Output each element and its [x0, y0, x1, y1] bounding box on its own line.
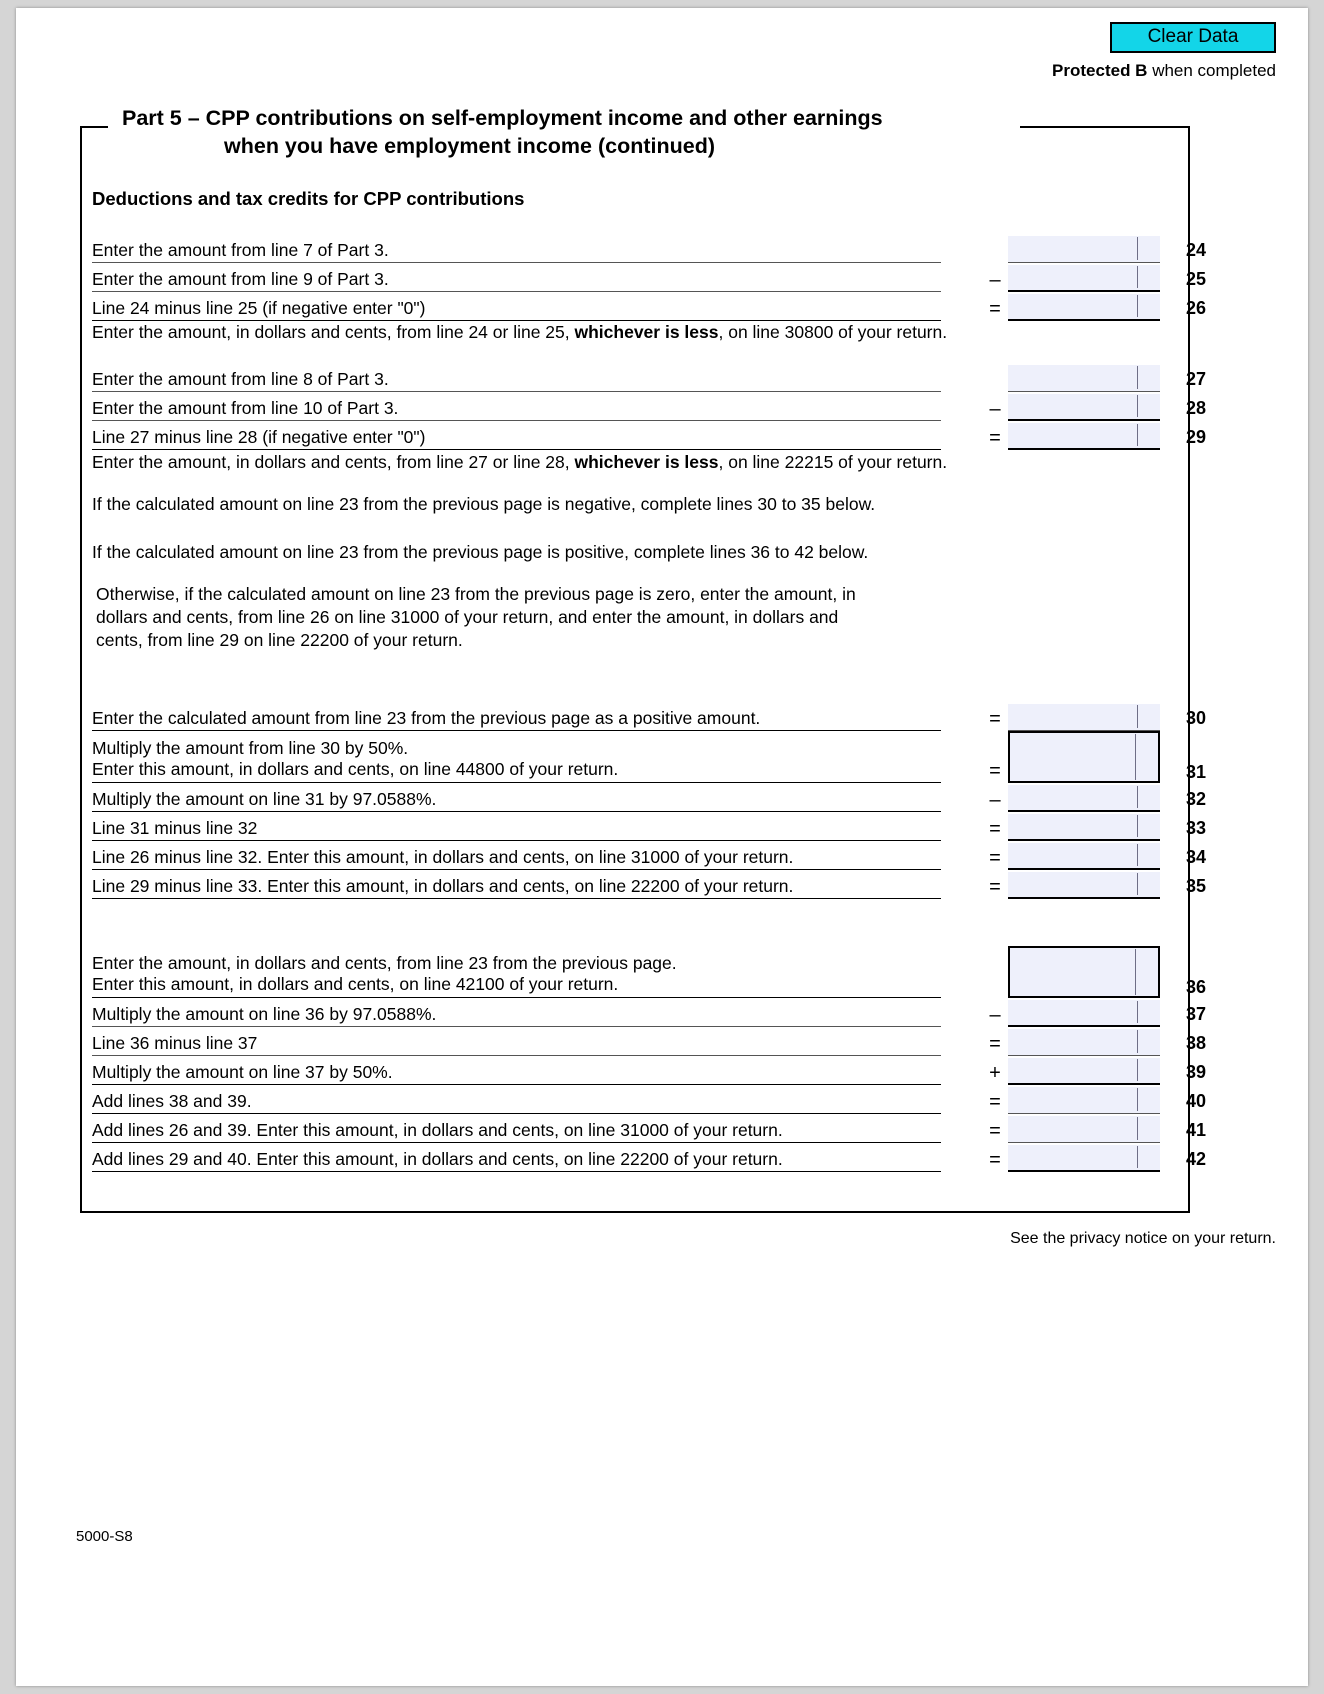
- amount-field-42[interactable]: [1008, 1145, 1160, 1172]
- row-operator: =: [989, 760, 1001, 782]
- note-tail: , on line 30800 of your return.: [718, 322, 948, 342]
- line-number: 29: [1185, 427, 1206, 447]
- row-label: Line 26 minus line 32. Enter this amount, in dollars and cents, on line 31000 of your return.: [92, 847, 794, 867]
- cents-divider: [1137, 844, 1138, 866]
- row-label: Line 31 minus line 32: [92, 818, 258, 838]
- cents-divider: [1137, 705, 1138, 728]
- cents-divider: [1137, 366, 1138, 389]
- table-row: [92, 421, 1206, 450]
- instruction-zero-line2: dollars and cents, from line 26 on line 31000 of your return, and enter the amount, in dollars and: [96, 607, 839, 627]
- row-label: [92, 738, 941, 783]
- table-row: [92, 1143, 1206, 1172]
- note-tail: , on line 22215 of your return.: [718, 452, 948, 472]
- cents-divider: [1137, 266, 1138, 288]
- protected-b-strong: Protected B: [1052, 61, 1148, 80]
- table-row: [92, 1114, 1206, 1143]
- table-row: [92, 870, 1206, 899]
- row-operator: +: [989, 1062, 1001, 1084]
- line-number: 33: [1185, 818, 1206, 838]
- row-operator: –: [989, 1004, 1001, 1026]
- table-row: [92, 1027, 1206, 1056]
- row-label: Multiply the amount on line 31 by 97.0588%.: [92, 789, 437, 809]
- row-label-line2: Enter this amount, in dollars and cents, on line 42100 of your return.: [92, 974, 619, 994]
- line-number: 42: [1185, 1149, 1206, 1169]
- cents-divider: [1137, 1030, 1138, 1053]
- line-number: 30: [1185, 708, 1206, 728]
- row-operator: –: [989, 398, 1001, 420]
- cents-divider: [1137, 1059, 1138, 1081]
- amount-field-31[interactable]: [1008, 731, 1160, 783]
- line-number: 35: [1185, 876, 1206, 896]
- row-label-line2: Enter this amount, in dollars and cents, on line 44800 of your return.: [92, 759, 619, 779]
- table-row: [92, 731, 1206, 783]
- row-operator: =: [989, 1120, 1001, 1142]
- instruction-positive: If the calculated amount on line 23 from the previous page is positive, complete lines 36 to 42 below.: [92, 542, 869, 562]
- row-label: Multiply the amount on line 37 by 50%.: [92, 1062, 393, 1082]
- line-number: 25: [1185, 269, 1206, 289]
- line-number: 36: [1185, 977, 1206, 997]
- instruction-zero-line3: cents, from line 29 on line 22200 of your return.: [96, 630, 463, 650]
- row-label: Line 36 minus line 37: [92, 1033, 258, 1053]
- rows-group-3: [92, 702, 1206, 899]
- row-label: Enter the amount from line 7 of Part 3.: [92, 240, 389, 260]
- note-emphasis: whichever is less: [574, 322, 719, 342]
- line-number: 24: [1185, 240, 1206, 260]
- note-text: Enter the amount, in dollars and cents, from line 24 or line 25,: [92, 322, 575, 342]
- row-operator: =: [989, 818, 1001, 840]
- protected-b-label: [1052, 61, 1276, 81]
- row-label: Multiply the amount on line 36 by 97.0588%.: [92, 1004, 437, 1024]
- row-operator: –: [989, 789, 1001, 811]
- rows-group-4: [92, 944, 1206, 1172]
- row-operator: =: [989, 847, 1001, 869]
- clear-data-button[interactable]: Clear Data: [1110, 22, 1276, 53]
- protected-b-rest: when completed: [1147, 61, 1276, 80]
- row-label: Enter the amount from line 8 of Part 3.: [92, 369, 389, 389]
- row-label: Add lines 38 and 39.: [92, 1091, 252, 1111]
- table-row: [92, 702, 1206, 731]
- line-number: 31: [1185, 762, 1206, 782]
- instruction-zero: [96, 583, 956, 652]
- amount-field-30[interactable]: [1008, 704, 1160, 731]
- amount-field-28[interactable]: [1008, 394, 1160, 421]
- row-label: Enter the amount from line 9 of Part 3.: [92, 269, 389, 289]
- page-header: [1052, 22, 1276, 81]
- line-number: 32: [1185, 789, 1206, 809]
- line-number: 37: [1185, 1004, 1206, 1024]
- row-label: [92, 953, 941, 998]
- amount-field-40[interactable]: [1008, 1087, 1160, 1114]
- cents-divider: [1135, 949, 1136, 995]
- table-row: [92, 234, 1206, 263]
- part5-title: [112, 104, 1012, 160]
- line-number: 38: [1185, 1033, 1206, 1053]
- cents-divider: [1137, 424, 1138, 446]
- line-number: 41: [1185, 1120, 1206, 1140]
- privacy-notice: See the privacy notice on your return.: [1010, 1230, 1276, 1247]
- amount-field-32[interactable]: [1008, 785, 1160, 812]
- table-row: [92, 812, 1206, 841]
- table-row: [92, 292, 1206, 321]
- rows-group-2: [92, 363, 1206, 450]
- amount-field-39[interactable]: [1008, 1058, 1160, 1085]
- row-label: Line 27 minus line 28 (if negative enter "0"): [92, 427, 426, 447]
- part5-title-line2: when you have employment income (continued): [224, 134, 715, 158]
- line-number: 26: [1185, 298, 1206, 318]
- row-label: Line 29 minus line 33. Enter this amount, in dollars and cents, on line 22200 of your return.: [92, 876, 794, 896]
- cents-divider: [1137, 395, 1138, 417]
- note-line-27-28: [92, 451, 947, 474]
- line-number: 34: [1185, 847, 1206, 867]
- line-number: 39: [1185, 1062, 1206, 1082]
- row-operator: –: [989, 269, 1001, 291]
- row-operator: =: [989, 1033, 1001, 1055]
- rows-group-1: [92, 234, 1206, 321]
- row-operator: =: [989, 876, 1001, 898]
- row-label: Enter the calculated amount from line 23 from the previous page as a positive amount.: [92, 708, 761, 728]
- amount-field-36[interactable]: [1008, 946, 1160, 998]
- form-code: 5000-S8: [76, 1528, 133, 1545]
- row-operator: =: [989, 1149, 1001, 1171]
- row-label: Enter the amount from line 10 of Part 3.: [92, 398, 399, 418]
- cents-divider: [1137, 1117, 1138, 1140]
- cents-divider: [1135, 734, 1136, 780]
- amount-field-27[interactable]: [1008, 365, 1160, 392]
- note-line-24-25: [92, 321, 947, 344]
- cents-divider: [1137, 786, 1138, 808]
- amount-field-26[interactable]: [1008, 294, 1160, 321]
- form-page: [16, 8, 1308, 1686]
- amount-field-24[interactable]: [1008, 236, 1160, 263]
- table-row: [92, 783, 1206, 812]
- table-row: [92, 1085, 1206, 1114]
- cents-divider: [1137, 873, 1138, 895]
- table-row: [92, 998, 1206, 1027]
- amount-field-29[interactable]: [1008, 423, 1160, 450]
- table-row: [92, 363, 1206, 392]
- row-operator: =: [989, 427, 1001, 449]
- part5-title-line1: Part 5 – CPP contributions on self-employment income and other earnings: [122, 106, 883, 130]
- amount-field-41[interactable]: [1008, 1116, 1160, 1143]
- row-label: Add lines 26 and 39. Enter this amount, in dollars and cents, on line 31000 of your return.: [92, 1120, 783, 1140]
- amount-field-33[interactable]: [1008, 814, 1160, 841]
- line-number: 28: [1185, 398, 1206, 418]
- section-subheading: Deductions and tax credits for CPP contributions: [92, 188, 525, 209]
- cents-divider: [1137, 295, 1138, 317]
- amount-field-38[interactable]: [1008, 1029, 1160, 1056]
- table-row: [92, 841, 1206, 870]
- line-number: 27: [1185, 369, 1206, 389]
- table-row: [92, 1056, 1206, 1085]
- note-text: Enter the amount, in dollars and cents, from line 27 or line 28,: [92, 452, 575, 472]
- amount-field-25[interactable]: [1008, 265, 1160, 292]
- table-row: [92, 392, 1206, 421]
- row-label-line1: Multiply the amount from line 30 by 50%.: [92, 738, 409, 758]
- cents-divider: [1137, 1001, 1138, 1023]
- cents-divider: [1137, 237, 1138, 260]
- line-number: 40: [1185, 1091, 1206, 1111]
- table-row: [92, 263, 1206, 292]
- row-operator: =: [989, 1091, 1001, 1113]
- amount-field-37[interactable]: [1008, 1000, 1160, 1027]
- instruction-negative: If the calculated amount on line 23 from the previous page is negative, complete lines 30 to 35 below.: [92, 494, 876, 514]
- table-row: [92, 944, 1206, 998]
- instruction-zero-line1: Otherwise, if the calculated amount on line 23 from the previous page is zero, enter the amount, in: [96, 584, 856, 604]
- cents-divider: [1137, 1088, 1138, 1111]
- cents-divider: [1137, 1146, 1138, 1168]
- row-operator: =: [989, 298, 1001, 320]
- amount-field-34[interactable]: [1008, 843, 1160, 870]
- amount-field-35[interactable]: [1008, 872, 1160, 899]
- row-label-line1: Enter the amount, in dollars and cents, from line 23 from the previous page.: [92, 953, 677, 973]
- note-emphasis: whichever is less: [574, 452, 719, 472]
- cents-divider: [1137, 815, 1138, 837]
- row-operator: =: [989, 708, 1001, 730]
- row-label: Line 24 minus line 25 (if negative enter "0"): [92, 298, 426, 318]
- row-label: Add lines 29 and 40. Enter this amount, in dollars and cents, on line 22200 of your return.: [92, 1149, 783, 1169]
